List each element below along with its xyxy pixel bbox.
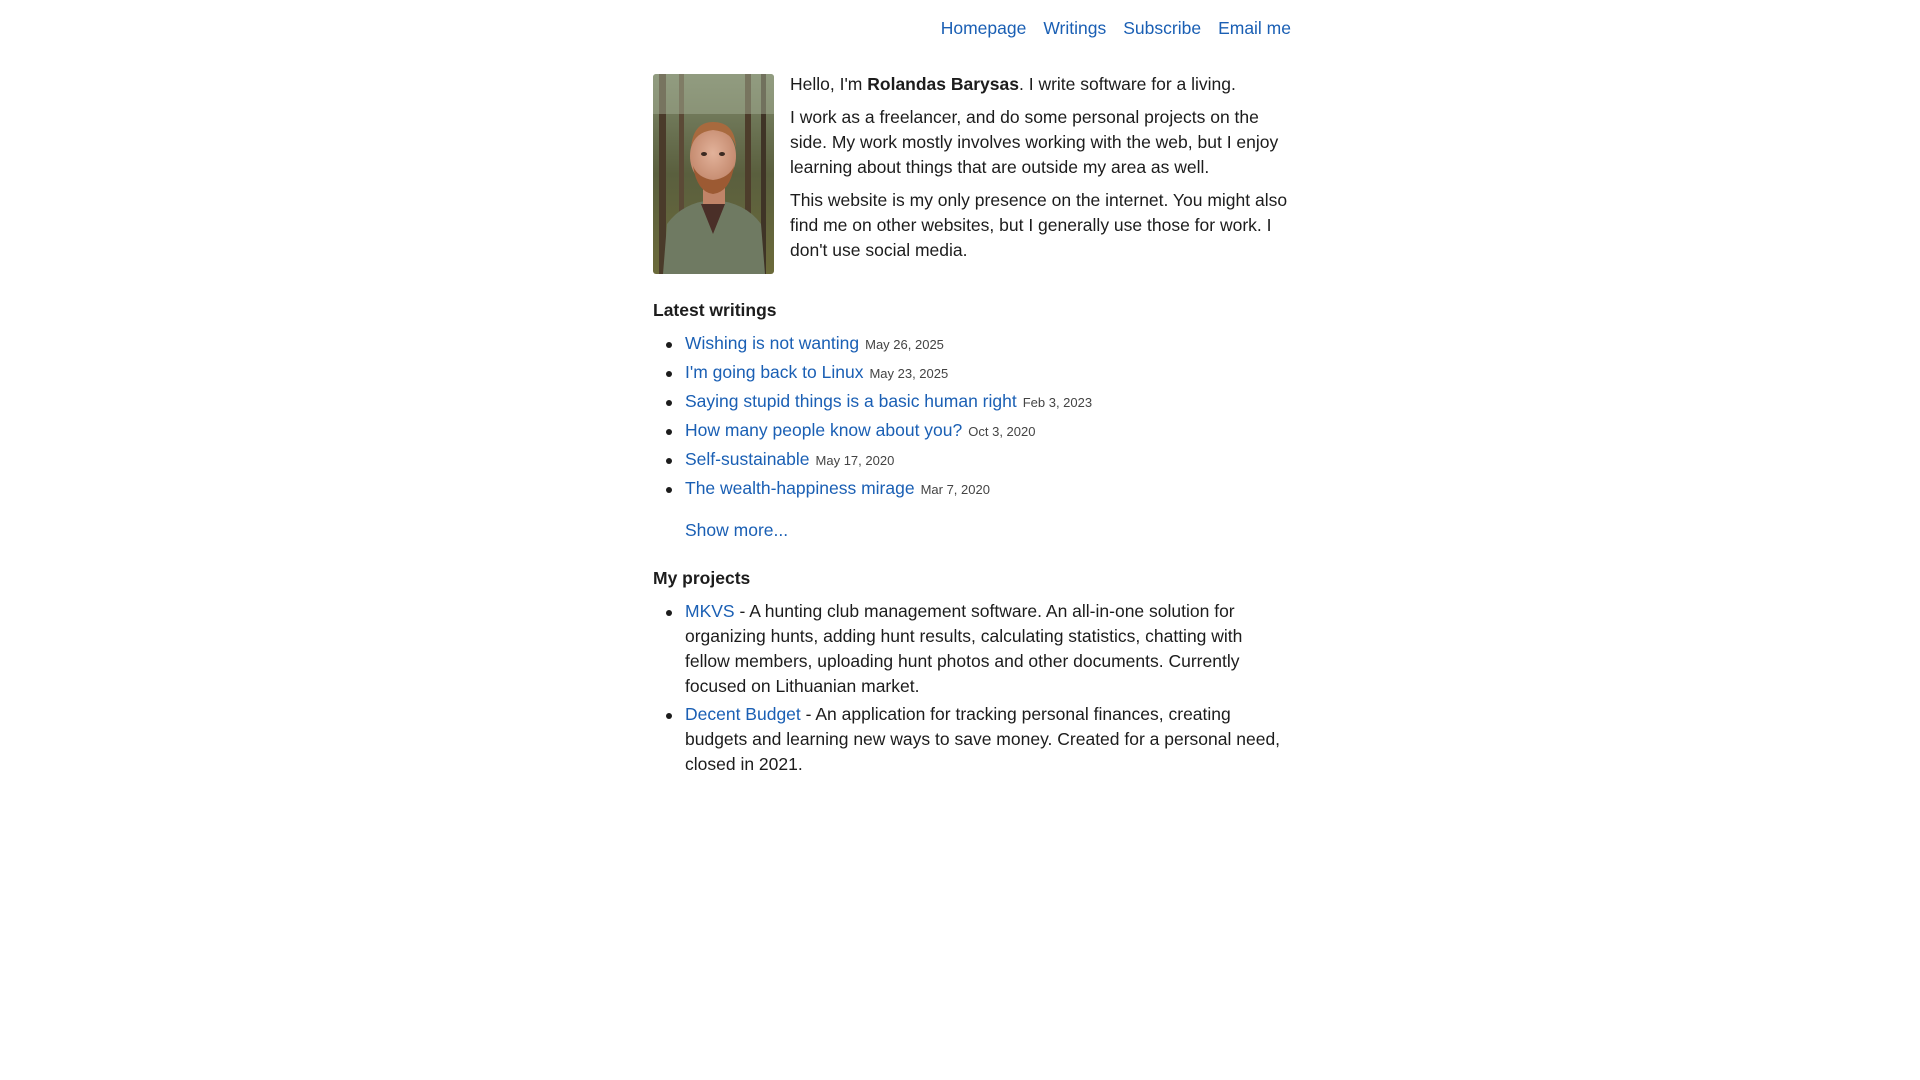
greeting-prefix: Hello, I'm xyxy=(790,74,868,94)
project-description: - An application for tracking personal finances, creating budgets and learning new ways to save money. Created for a personal need, closed in 2021. xyxy=(685,704,1281,774)
list-item xyxy=(685,702,1291,777)
writing-link[interactable]: I'm going back to Linux xyxy=(685,362,864,382)
writing-link[interactable]: Wishing is not wanting xyxy=(685,333,860,353)
nav-email-link[interactable]: Email me xyxy=(1218,18,1291,38)
latest-writings-heading: Latest writings xyxy=(653,300,777,320)
writing-date: Mar 7, 2020 xyxy=(920,482,990,497)
list-item xyxy=(685,389,1291,418)
list-item xyxy=(685,476,1291,505)
writing-date: May 17, 2020 xyxy=(815,453,895,468)
author-name: Rolandas Barysas xyxy=(867,74,1019,94)
writing-date: May 23, 2025 xyxy=(869,366,949,381)
nav-subscribe-link[interactable]: Subscribe xyxy=(1123,18,1202,38)
avatar-photo xyxy=(653,74,774,274)
writing-date: May 26, 2025 xyxy=(865,337,944,352)
my-projects-heading: My projects xyxy=(653,568,751,588)
projects-list xyxy=(653,599,1291,780)
show-more-link[interactable]: Show more... xyxy=(685,520,789,540)
list-item xyxy=(685,360,1291,389)
intro-text xyxy=(790,72,1291,274)
writings-list xyxy=(653,331,1291,505)
writing-link[interactable]: How many people know about you? xyxy=(685,420,963,440)
list-item xyxy=(685,331,1291,360)
project-description: - A hunting club management software. An all-in-one solution for organizing hunts, adding hunt results, calculating statistics, chatting with fellow members, uploading hunt photos and other documents. Currently focused on Lithuanian market. xyxy=(685,601,1243,696)
writing-link[interactable]: Saying stupid things is a basic human right xyxy=(685,391,1017,411)
writing-date: Feb 3, 2023 xyxy=(1022,395,1093,410)
writing-link[interactable]: Self-sustainable xyxy=(685,449,810,469)
nav-homepage-link[interactable]: Homepage xyxy=(940,18,1027,38)
greeting-suffix: . I write software for a living. xyxy=(1019,74,1236,94)
intro-paragraph-work: I work as a freelancer, and do some personal projects on the side. My work mostly involves working with the web, but I enjoy learning about things that are outside my area as well. xyxy=(790,107,1279,177)
list-item xyxy=(685,447,1291,476)
intro-paragraph-presence: This website is my only presence on the internet. You might also find me on other websites, but I generally use those for work. I don't use social media. xyxy=(790,190,1288,260)
intro-section xyxy=(653,74,1291,274)
list-item xyxy=(685,599,1291,699)
project-link-decent-budget[interactable]: Decent Budget xyxy=(685,704,801,724)
avatar xyxy=(653,74,774,274)
project-link-mkvs[interactable]: MKVS xyxy=(685,601,735,621)
top-nav xyxy=(941,16,1291,40)
nav-writings-link[interactable]: Writings xyxy=(1043,18,1107,38)
writing-date: Oct 3, 2020 xyxy=(968,424,1036,439)
list-item xyxy=(685,418,1291,447)
intro-greeting xyxy=(790,72,1291,97)
writing-link[interactable]: The wealth-happiness mirage xyxy=(685,478,915,498)
